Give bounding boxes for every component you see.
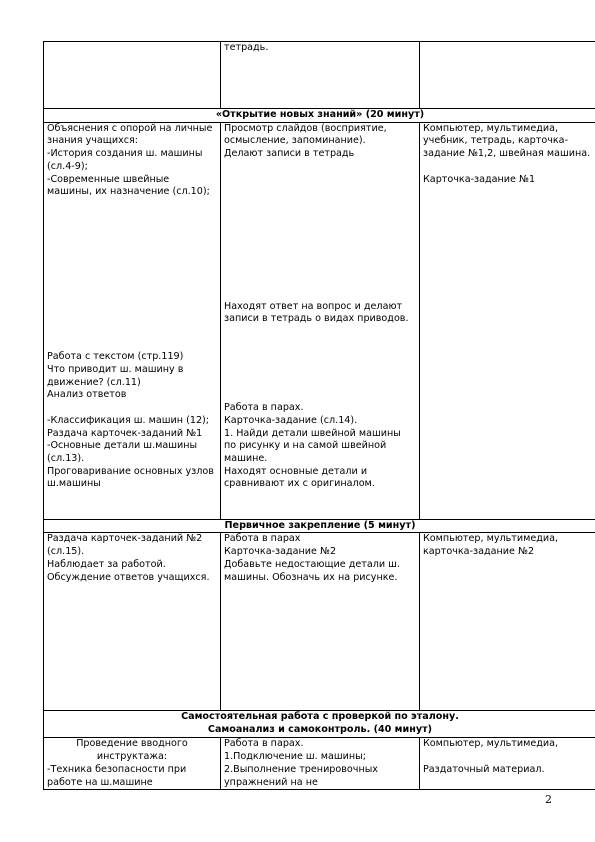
teacher-activity-cell bbox=[44, 738, 221, 790]
page-number: 2 bbox=[545, 793, 552, 806]
section-heading-row bbox=[44, 711, 595, 738]
resources-cell: Компьютер, мультимедиа, учебник, тетрадь, карточка-задание №1,2, швейная машина. Карточка-задание №1 bbox=[420, 122, 595, 519]
section-title: Первичное закрепление (5 минут) bbox=[44, 519, 595, 533]
student-activity-cell: Работа в парах Карточка-задание №2 Добавьте недостающие детали ш. машины. Обозначь их на рисунке. bbox=[221, 533, 420, 711]
table-row bbox=[44, 533, 595, 711]
resources-cell: Компьютер, мультимедиа, карточка-задание №2 bbox=[420, 533, 595, 711]
table-row bbox=[44, 122, 595, 519]
section-heading-row bbox=[44, 109, 595, 123]
section-title: «Открытие новых знаний» (20 минут) bbox=[44, 109, 595, 123]
section-heading-row bbox=[44, 519, 595, 533]
student-activity-cell: тетрадь. bbox=[221, 42, 420, 109]
student-activity-cell: Просмотр слайдов (восприятие, осмысление, запоминание). Делают записи в тетрадь Находят ответ на вопрос и делают записи в тетрадь о видах приводов. Работа в парах. Карточка-задание (сл.14). 1. Найди детали швейной машины по рисунку и на самой швейной машине. Находят основные детали и сравнивают их с оригиналом. bbox=[221, 122, 420, 519]
lesson-plan-table bbox=[43, 41, 595, 790]
table-row bbox=[44, 42, 595, 109]
teacher-activity-cell: Объяснения с опорой на личные знания учащихся: -История создания ш. машины (сл.4-9); -Современные швейные машины, их назначение (сл.10); Работа с текстом (стр.119) Что приводит ш. машину в движение? (сл.11) Анализ ответов -Классификация ш. машин (12); Раздача карточек-заданий №1 -Основные детали ш.машины (сл.13). Проговаривание основных узлов ш.машины bbox=[44, 122, 221, 519]
teacher-activity-cell bbox=[44, 42, 221, 109]
teacher-activity-cell: Раздача карточек-заданий №2 (сл.15). Наблюдает за работой. Обсуждение ответов учащихся. bbox=[44, 533, 221, 711]
briefing-heading: Проведение вводного инструктажа: bbox=[76, 738, 188, 763]
table-row bbox=[44, 738, 595, 790]
resources-cell: Компьютер, мультимедиа, Раздаточный материал. bbox=[420, 738, 595, 790]
student-activity-cell: Работа в парах. 1.Подключение ш. машины; 2.Выполнение тренировочных упражнений на не bbox=[221, 738, 420, 790]
briefing-item: -Техника безопасности при работе на ш.машине bbox=[47, 763, 187, 788]
resources-cell bbox=[420, 42, 595, 109]
section-title: Самостоятельная работа с проверкой по эталону. Самоанализ и самоконтроль. (40 минут) bbox=[44, 711, 595, 738]
